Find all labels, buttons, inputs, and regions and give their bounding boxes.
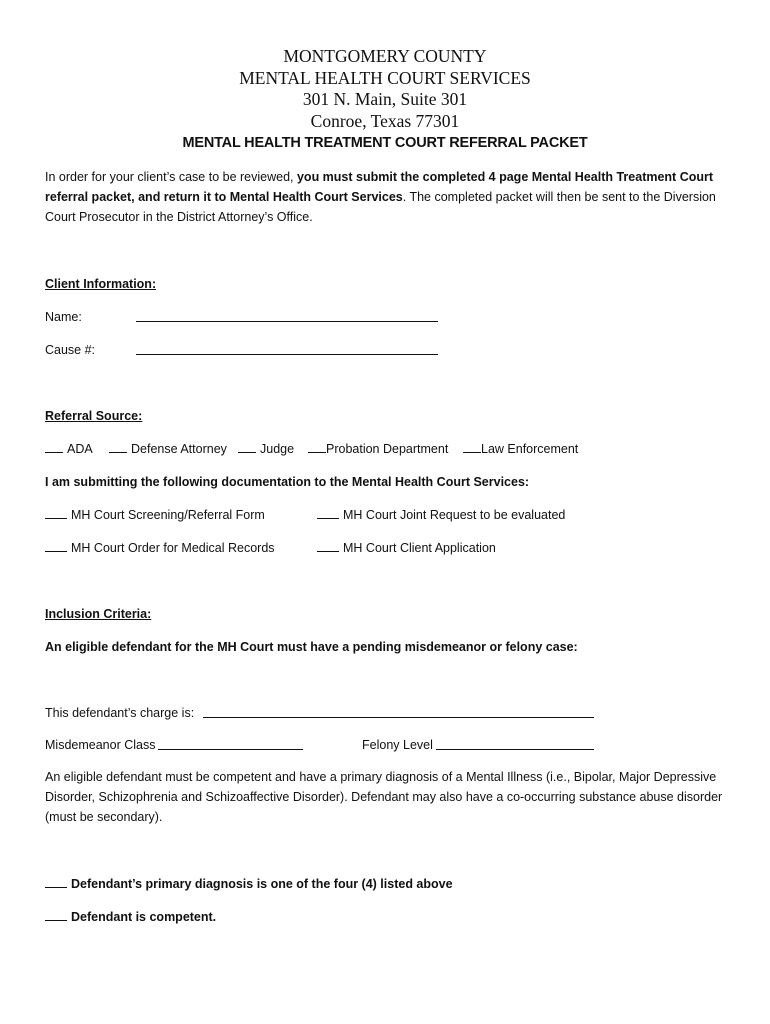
checkbox-blank[interactable]: [45, 875, 67, 888]
checkbox-blank[interactable]: [109, 440, 127, 453]
felony-level-label: Felony Level: [362, 738, 433, 752]
referral-option-ada[interactable]: [45, 439, 93, 459]
document-title: MENTAL HEALTH TREATMENT COURT REFERRAL PACKET: [182, 135, 588, 151]
checkbox-blank[interactable]: [45, 908, 67, 921]
checkbox-blank[interactable]: [317, 506, 339, 519]
cause-number-field[interactable]: [136, 342, 438, 355]
intro-text-end: . The completed packet will then be sent to the Diversion Court Prosecutor in the District Attorney’s Office.: [45, 190, 716, 224]
referral-source-heading: Referral Source:: [45, 409, 143, 423]
misdemeanor-class-field[interactable]: [158, 737, 303, 750]
doc-item-label: MH Court Order for Medical Records: [71, 541, 275, 555]
checkbox-blank[interactable]: [238, 440, 256, 453]
checkbox-blank[interactable]: [317, 539, 339, 552]
check-label: Defendant’s primary diagnosis is one of the four (4) listed above: [71, 877, 453, 891]
charge-label: This defendant’s charge is:: [45, 706, 195, 720]
inclusion-criteria-heading: Inclusion Criteria:: [45, 607, 152, 621]
checkbox-blank[interactable]: [308, 440, 326, 453]
check-label: Defendant is competent.: [71, 910, 217, 924]
intro-text-start: In order for your client’s case to be reviewed,: [45, 170, 297, 184]
doc-item-label: MH Court Joint Request to be evaluated: [343, 508, 566, 522]
check-competent[interactable]: [45, 907, 216, 927]
option-label: ADA: [67, 442, 93, 456]
street-address: 301 N. Main, Suite 301: [302, 89, 468, 109]
county-name: MONTGOMERY COUNTY: [283, 46, 487, 66]
option-label: Law Enforcement: [481, 442, 579, 456]
eligibility-statement: An eligible defendant for the MH Court must have a pending misdemeanor or felony case:: [45, 640, 578, 654]
option-label: Judge: [260, 442, 295, 456]
eligibility-paragraph: An eligible defendant must be competent and have a primary diagnosis of a Mental Illness (i.e., Bipolar, Major Depressive Disorder, Schizophrenia and Schizoaffective Disorder). Defendant may also have a co-occurring substance abuse disorder (must be secondary).: [45, 770, 723, 824]
doc-item-client-application[interactable]: [317, 538, 496, 558]
department-name: MENTAL HEALTH COURT SERVICES: [239, 67, 531, 88]
name-label: Name:: [45, 310, 82, 324]
cause-number-label: Cause #:: [45, 343, 96, 357]
checkbox-blank[interactable]: [45, 506, 67, 519]
charge-field[interactable]: [203, 705, 594, 718]
intro-text-bold: you must submit the completed 4 page Mental Health Treatment Court referral packet, and return it to Mental Health Court Services: [45, 170, 714, 204]
doc-item-label: MH Court Screening/Referral Form: [71, 508, 265, 522]
referral-option-defense-attorney[interactable]: [109, 439, 227, 459]
referral-option-law-enforcement[interactable]: [463, 439, 578, 459]
intro-paragraph: [45, 167, 730, 227]
doc-item-screening-referral-form[interactable]: [45, 505, 265, 525]
client-information-heading: Client Information:: [45, 277, 157, 291]
doc-item-label: MH Court Client Application: [343, 541, 496, 555]
documentation-heading: I am submitting the following documentation to the Mental Health Court Services:: [45, 475, 530, 489]
referral-option-probation-department[interactable]: [308, 439, 448, 459]
check-primary-diagnosis[interactable]: [45, 874, 453, 894]
checkbox-blank[interactable]: [45, 539, 67, 552]
name-field[interactable]: [136, 309, 438, 322]
checkbox-blank[interactable]: [45, 440, 63, 453]
checkbox-blank[interactable]: [463, 440, 481, 453]
doc-item-order-medical-records[interactable]: [45, 538, 275, 558]
document-header: [0, 46, 770, 151]
referral-option-judge[interactable]: [238, 439, 294, 459]
doc-item-joint-request[interactable]: [317, 505, 565, 525]
city-state-zip: Conroe, Texas 77301: [310, 110, 460, 131]
option-label: Probation Department: [326, 442, 449, 456]
felony-level-field[interactable]: [436, 737, 594, 750]
option-label: Defense Attorney: [131, 442, 227, 456]
misdemeanor-class-label: Misdemeanor Class: [45, 738, 156, 752]
